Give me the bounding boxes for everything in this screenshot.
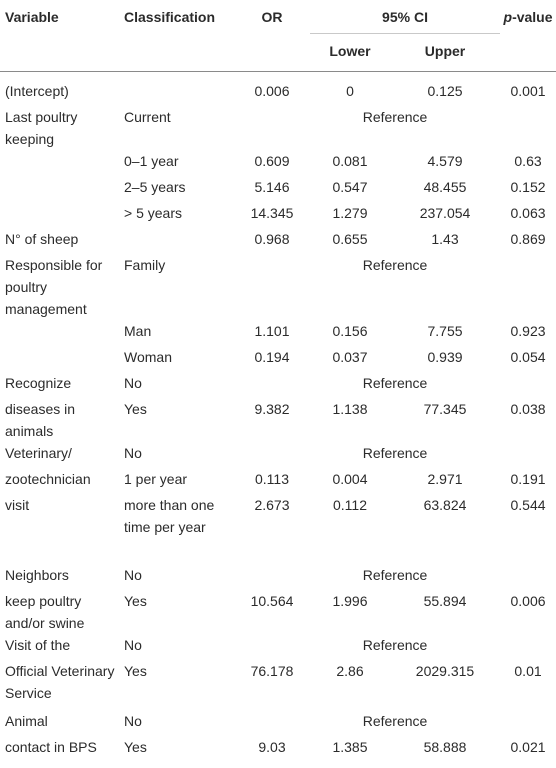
table-row (0, 660, 556, 710)
cell-reference: Reference (362, 257, 428, 273)
table-row (0, 710, 556, 736)
cell-or: 0.609 (254, 153, 290, 169)
table-row (0, 228, 556, 254)
table-row (0, 590, 556, 634)
header-pvalue-rest: -value (512, 9, 553, 25)
cell-lower: 0.655 (332, 231, 368, 247)
cell-variable (0, 176, 124, 202)
cell-classification: more than one time per year (124, 497, 215, 535)
table-row (0, 150, 556, 176)
cell-upper: 4.579 (427, 153, 463, 169)
cell-variable: visit (5, 497, 30, 513)
cell-variable: Last poultry keeping (5, 109, 78, 147)
cell-reference: Reference (362, 567, 428, 583)
cell-classification: 1 per year (124, 471, 188, 487)
cell-upper: 77.345 (423, 401, 467, 417)
cell-pvalue: 0.021 (510, 739, 546, 755)
cell-or: 10.564 (250, 593, 294, 609)
cell-pvalue: 0.01 (514, 663, 542, 679)
table-row (0, 202, 556, 228)
cell-upper: 58.888 (423, 739, 467, 755)
cell-classification (124, 80, 234, 106)
cell-classification: No (124, 445, 142, 461)
cell-classification (124, 228, 234, 254)
cell-variable: N° of sheep (5, 231, 79, 247)
cell-variable: contact in BPS (5, 739, 97, 755)
cell-pvalue: 0.923 (510, 323, 546, 339)
header-lower: Lower (329, 43, 371, 59)
cell-classification: Family (124, 257, 166, 273)
cell-or: 2.673 (254, 497, 290, 513)
cell-reference: Reference (362, 713, 428, 729)
cell-variable: Veterinary/ (5, 445, 72, 461)
table-row (0, 398, 556, 442)
cell-classification: > 5 years (124, 205, 182, 221)
table-row (0, 372, 556, 398)
cell-classification: Woman (124, 349, 172, 365)
cell-lower: 0.112 (333, 497, 367, 513)
cell-reference: Reference (362, 109, 428, 125)
cell-lower: 1.385 (332, 739, 368, 755)
cell-variable: keep poultry and/or swine (5, 593, 85, 631)
table-row (0, 320, 556, 346)
cell-pvalue: 0.63 (514, 153, 542, 169)
cell-classification: No (124, 567, 142, 583)
cell-upper: 63.824 (423, 497, 467, 513)
cell-or: 9.03 (258, 739, 286, 755)
cell-upper: 0.939 (427, 349, 463, 365)
table-row (0, 106, 556, 150)
table-row (0, 564, 556, 590)
cell-pvalue: 0.869 (510, 231, 546, 247)
cell-classification: No (124, 637, 142, 653)
cell-variable: Responsible for poultry management (5, 257, 103, 317)
cell-lower: 0.037 (332, 349, 368, 365)
cell-classification: No (124, 713, 142, 729)
cell-pvalue: 0.191 (510, 471, 546, 487)
cell-classification: Yes (124, 401, 147, 417)
cell-variable (0, 346, 124, 372)
header-upper: Upper (424, 43, 466, 59)
cell-pvalue: 0.038 (510, 401, 546, 417)
cell-lower: 0.081 (332, 153, 368, 169)
cell-lower: 0.004 (332, 471, 368, 487)
cell-classification: Man (124, 323, 152, 339)
cell-classification: Yes (124, 663, 147, 679)
table-row (0, 494, 556, 564)
cell-variable: Recognize (5, 375, 72, 391)
cell-reference: Reference (362, 445, 428, 461)
cell-or: 9.382 (254, 401, 290, 417)
cell-upper: 0.125 (427, 83, 463, 99)
cell-upper: 1.43 (431, 231, 459, 247)
cell-pvalue: 0.054 (510, 349, 546, 365)
cell-pvalue: 0.152 (510, 179, 546, 195)
cell-pvalue: 0.001 (510, 83, 546, 99)
cell-classification: Current (124, 109, 171, 125)
cell-pvalue: 0.006 (510, 593, 546, 609)
cell-classification: Yes (124, 739, 147, 755)
cell-lower: 0.156 (332, 323, 368, 339)
cell-upper: 237.054 (419, 205, 471, 221)
cell-variable (0, 150, 124, 176)
cell-or: 1.101 (254, 323, 290, 339)
cell-upper: 55.894 (423, 593, 467, 609)
cell-classification: No (124, 375, 142, 391)
table-row (0, 176, 556, 202)
cell-variable: Neighbors (5, 567, 69, 583)
cell-lower: 0 (346, 83, 354, 99)
table-row (0, 346, 556, 372)
cell-or: 5.146 (254, 179, 290, 195)
cell-or: 76.178 (250, 663, 294, 679)
cell-pvalue: 0.544 (510, 497, 546, 513)
header-pvalue (500, 0, 556, 72)
table-row (0, 736, 556, 768)
cell-lower: 0.547 (332, 179, 368, 195)
table-row (0, 634, 556, 660)
cell-or: 0.006 (254, 83, 290, 99)
cell-or: 0.113 (255, 471, 289, 487)
cell-variable: zootechnician (5, 471, 91, 487)
header-rule (0, 72, 556, 81)
cell-or: 0.194 (254, 349, 290, 365)
cell-lower: 1.279 (332, 205, 368, 221)
cell-reference: Reference (362, 637, 428, 653)
cell-variable (0, 320, 124, 346)
cell-or: 0.968 (254, 231, 290, 247)
header-ci: 95% CI (310, 0, 500, 34)
cell-variable: Animal (5, 713, 48, 729)
cell-lower: 2.86 (336, 663, 364, 679)
cell-classification: Yes (124, 593, 147, 609)
cell-classification: 0–1 year (124, 153, 179, 169)
cell-variable: Official Veterinary Service (5, 663, 115, 701)
cell-variable (0, 202, 124, 228)
cell-variable: (Intercept) (5, 83, 69, 99)
cell-upper: 2.971 (427, 471, 463, 487)
header-row (0, 0, 556, 34)
table-body (0, 80, 556, 768)
table-row (0, 468, 556, 494)
cell-lower: 1.996 (332, 593, 368, 609)
cell-variable: Visit of the (5, 637, 71, 653)
table-row (0, 80, 556, 106)
header-pvalue-italic: p (503, 9, 513, 25)
cell-or: 14.345 (250, 205, 294, 221)
cell-upper: 7.755 (427, 323, 463, 339)
cell-pvalue: 0.063 (510, 205, 546, 221)
table-row (0, 442, 556, 468)
cell-reference: Reference (362, 375, 428, 391)
cell-variable: diseases in animals (5, 401, 76, 439)
header-variable: Variable (5, 9, 59, 25)
header-classification: Classification (124, 9, 216, 25)
table-row (0, 254, 556, 320)
cell-classification: 2–5 years (124, 179, 186, 195)
cell-upper: 2029.315 (415, 663, 475, 679)
cell-upper: 48.455 (423, 179, 467, 195)
header-or: OR (261, 9, 283, 25)
cell-lower: 1.138 (332, 401, 368, 417)
